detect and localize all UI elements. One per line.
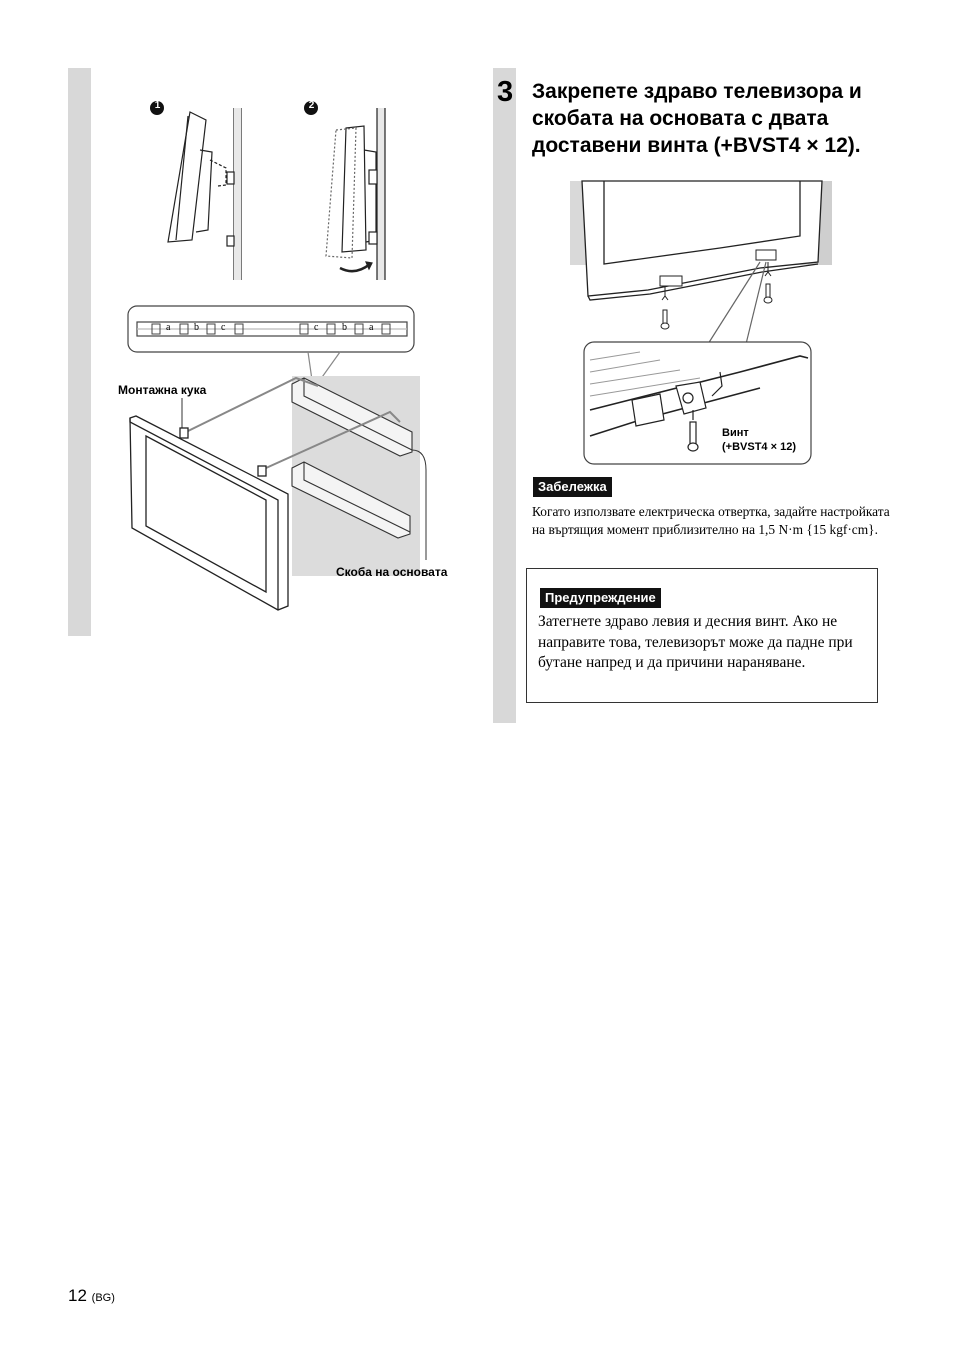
screw-label-line-1: Винт (722, 427, 749, 439)
step-title: Закрепете здраво телевизора и скобата на основата с двата доставени винта (+BVST4 × 12). (532, 80, 862, 157)
screw-label-line-2: (+BVST4 × 12) (722, 441, 796, 453)
bracket-letter-b-left: b (194, 322, 199, 333)
page-number (68, 1286, 115, 1306)
note-text: Когато използвате електрическа отвертка, задайте настройката на въртящия момент приблизително на 1,5 N·m {15 kgf·cm}. (532, 504, 890, 537)
bracket-letter-a-left: a (166, 322, 171, 333)
note-heading: Забележка (533, 477, 612, 497)
bracket-letter-a-right: a (369, 322, 374, 333)
base-bracket-label: Скоба на основата (336, 565, 448, 579)
page-number-value: 12 (68, 1286, 87, 1305)
bracket-letter-b-right: b (342, 322, 347, 333)
callout-2-label: 2 (308, 100, 315, 111)
warning-heading: Предупреждение (540, 588, 661, 608)
bracket-letter-c-right: c (314, 322, 319, 333)
warning-text: Затегнете здраво левия и десния винт. Ако не направите това, телевизорът може да падне при бутане напред и да причини нараняване. (538, 613, 853, 671)
bracket-letter-c-left: c (221, 322, 226, 333)
page-language-code: (BG) (91, 1292, 115, 1304)
screw-left-icon (661, 286, 669, 329)
screw-right-icon (764, 262, 772, 303)
callout-1-label: 1 (154, 100, 161, 111)
step-number: 3 (497, 76, 514, 108)
mounting-hook-label: Монтажна кука (118, 383, 207, 397)
